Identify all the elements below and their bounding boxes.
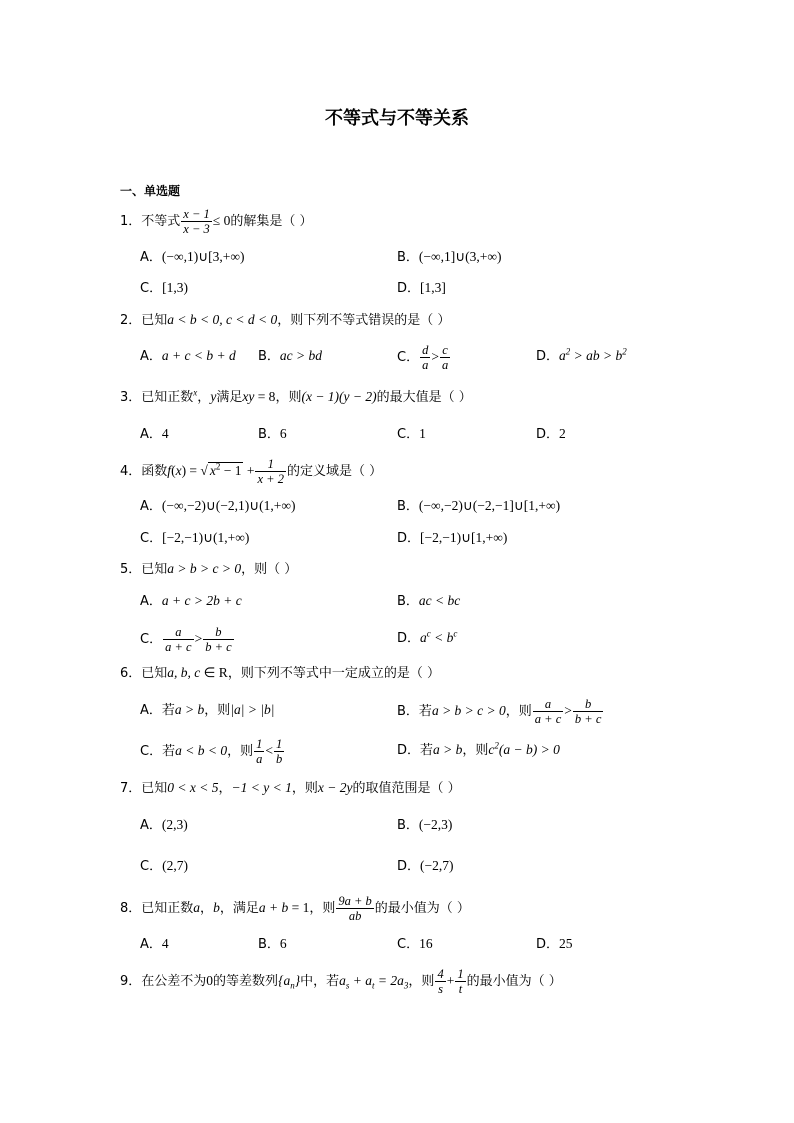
question-8: 8．已知正数a，b，满足a + b = 1，则 $\frac{9a + b}{ab}$ 的最小值为（ ） — [120, 894, 470, 923]
option-6d[interactable]: D．若a > b，则$c^2(a - b) > 0$ — [397, 740, 560, 758]
option-7b[interactable]: B．(−2,3) — [397, 817, 453, 833]
option-2d[interactable]: D．$a^2$ > ab > $b^2$ — [536, 346, 627, 364]
option-1d[interactable]: D．[1,3] — [397, 280, 446, 296]
option-6a[interactable]: A．若a > b，则|a| > |b| — [140, 702, 275, 718]
question-1: 1．不等式 $\frac{x - 1}{x - 3}$ ≤ 0的解集是（ ） — [120, 207, 313, 236]
option-4c[interactable]: C．[−2,−1)∪(1,+∞) — [140, 530, 250, 546]
option-5d[interactable]: D．$a^c < b^c$ — [397, 628, 458, 646]
question-9: 9．在公差不为0的等差数列$\{a_n\}$中，若$a_s + a_t = 2a_3$，则 $\frac{4}{s}$ + $\frac{1}{t}$ 的最小值为（ ） — [120, 967, 562, 996]
section-heading: 一、单选题 — [120, 184, 181, 198]
option-3b[interactable]: B．6 — [258, 426, 287, 442]
option-1b[interactable]: B．(−∞,1]∪(3,+∞) — [397, 249, 502, 265]
question-3: 3．已知正数$^x$，y满足xy = 8，则(x − 1)(y − 2)的最大值是（ ） — [120, 387, 472, 405]
option-5b[interactable]: B．ac < bc — [397, 593, 461, 609]
question-5: 5．已知a > b > c > 0，则（ ） — [120, 561, 298, 577]
option-6c[interactable]: C．若a < b < 0，则 $\frac{1}{a}$ < $\frac{1}{b}$ — [140, 737, 283, 766]
option-7d[interactable]: D．(−2,7) — [397, 858, 454, 874]
question-7: 7．已知0 < x < 5，−1 < y < 1，则x − 2y的取值范围是（ ） — [120, 780, 461, 796]
option-5a[interactable]: A．a + c > 2b + c — [140, 593, 242, 609]
option-4d[interactable]: D．[−2,−1)∪[1,+∞) — [397, 530, 508, 546]
option-5c[interactable]: C． $\frac{a}{a + c}$ > $\frac{b}{b + c}$ — [140, 625, 232, 654]
option-1c[interactable]: C．[1,3) — [140, 280, 188, 296]
option-4b[interactable]: B．(−∞,−2)∪(−2,−1]∪[1,+∞) — [397, 498, 561, 514]
option-8c[interactable]: C．16 — [397, 936, 433, 952]
option-2c[interactable]: C． $\frac{d}{a}$ > $\frac{c}{a}$ — [397, 343, 449, 372]
option-7a[interactable]: A．(2,3) — [140, 817, 188, 833]
option-3a[interactable]: A．4 — [140, 426, 169, 442]
option-7c[interactable]: C．(2,7) — [140, 858, 188, 874]
fraction: $\frac{x - 1}{x - 3}$ — [183, 207, 210, 236]
option-2b[interactable]: B．ac > bd — [258, 348, 323, 364]
option-4a[interactable]: A．(−∞,−2)∪(−2,1)∪(1,+∞) — [140, 498, 296, 514]
question-6: 6．已知a, b, c ∈ R，则下列不等式中一定成立的是（ ） — [120, 665, 440, 681]
option-3d[interactable]: D．2 — [536, 426, 566, 442]
option-8b[interactable]: B．6 — [258, 936, 287, 952]
option-3c[interactable]: C．1 — [397, 426, 426, 442]
option-6b[interactable]: B．若a > b > c > 0，则 $\frac{a}{a + c}$ > $\frac{b}{b + c}$ — [397, 697, 602, 726]
question-4: 4．函数f(x) = √ $x^2 - 1$ + $\frac{1}{x + 2}$ 的定义域是（ ） — [120, 457, 383, 486]
option-8a[interactable]: A．4 — [140, 936, 169, 952]
option-1a[interactable]: A．(−∞,1)∪[3,+∞) — [140, 249, 245, 265]
option-2a[interactable]: A．a + c < b + d — [140, 348, 236, 364]
question-2: 2．已知a < b < 0, c < d < 0，则下列不等式错误的是（ ） — [120, 312, 451, 328]
page-title: 不等式与不等关系 — [325, 108, 469, 129]
option-8d[interactable]: D．25 — [536, 936, 573, 952]
